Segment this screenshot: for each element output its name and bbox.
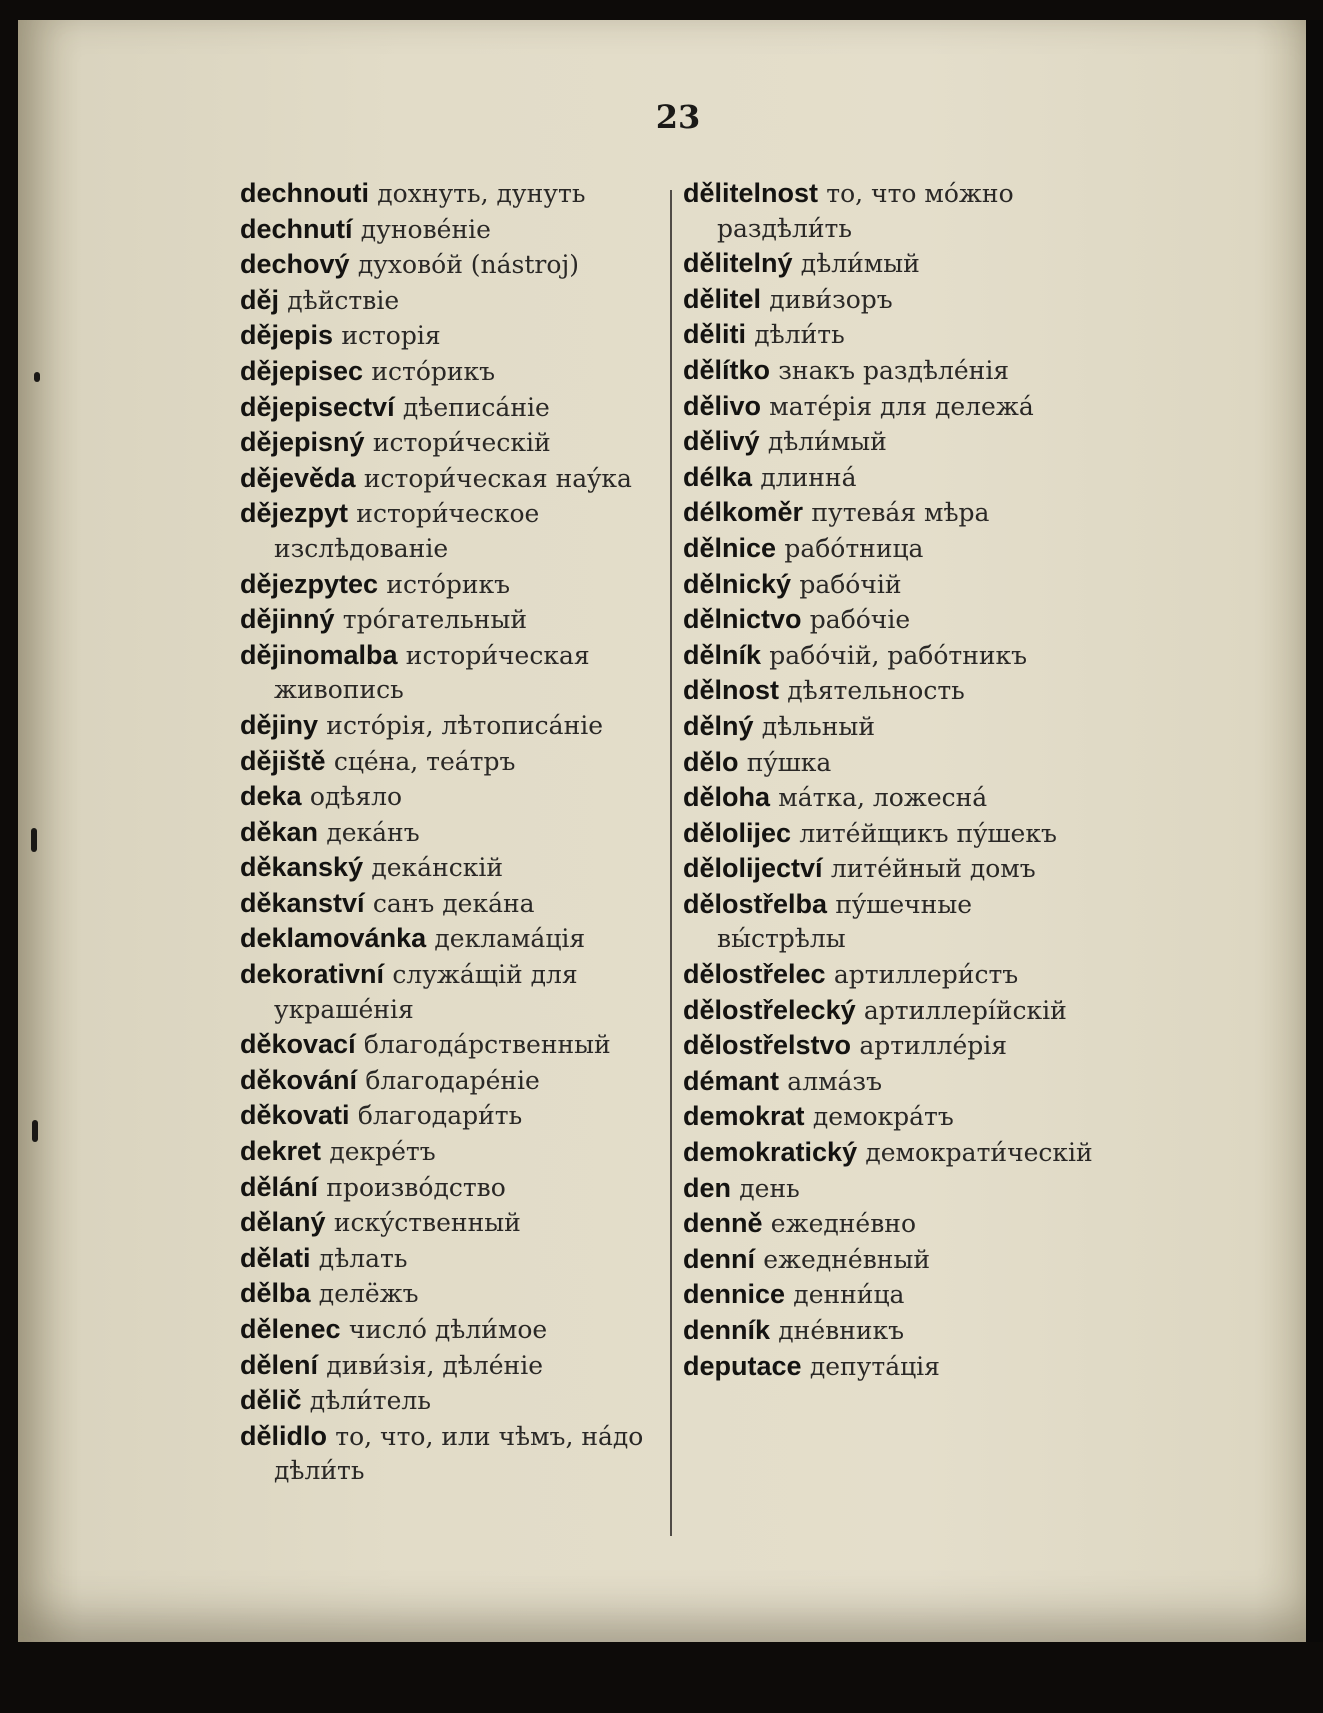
dictionary-entry (683, 957, 1103, 993)
headword: démant (683, 1065, 780, 1096)
headword: délka (683, 461, 753, 492)
definition: рабóчiй (799, 569, 902, 599)
headword: demokratický (683, 1137, 858, 1168)
definition: истори́ческiй (372, 428, 551, 458)
definition: артиллерíйскiй (863, 995, 1067, 1025)
headword: dělostřelba (683, 888, 828, 919)
dictionary-entry (240, 921, 666, 957)
page-number: 23 (655, 98, 701, 136)
headword: dějiny (240, 709, 319, 740)
dictionary-entry (240, 602, 666, 638)
left-column (240, 176, 666, 1489)
headword: dělnictvo (683, 604, 802, 635)
dictionary-entry (240, 1312, 666, 1348)
definition: демократи́ческiй (865, 1138, 1093, 1168)
definition: произвóдство (326, 1172, 506, 1202)
headword: dechnouti (240, 178, 369, 208)
definition: рабóчiе (809, 605, 911, 635)
definition: декáнъ (326, 817, 420, 847)
headword: dělba (240, 1278, 311, 1309)
dictionary-entry (240, 354, 666, 390)
dictionary-entry (240, 283, 666, 319)
dictionary-entry (683, 531, 1103, 567)
dictionary-entry (683, 1349, 1103, 1385)
dictionary-entry (240, 1348, 666, 1384)
dictionary-entry (240, 957, 666, 1027)
margin-mark (32, 1120, 38, 1142)
headword: děkovací (240, 1029, 356, 1060)
definition: мáтка, ложеснá (778, 783, 988, 813)
headword: dějezpytec (240, 568, 379, 599)
dictionary-entry (683, 709, 1103, 745)
definition: путевáя мѣра (811, 498, 990, 528)
dictionary-entry (683, 638, 1103, 674)
dictionary-page (18, 20, 1306, 1642)
headword: dějinný (240, 604, 335, 635)
definition: дѣлать (318, 1243, 408, 1273)
dictionary-entry (683, 246, 1103, 282)
dictionary-entry (240, 886, 666, 922)
definition: духовóй (nástroj) (357, 250, 579, 280)
headword: deputace (683, 1350, 802, 1381)
headword: dělný (683, 710, 754, 741)
dictionary-entry (240, 1063, 666, 1099)
definition: благодáрственный (363, 1030, 611, 1060)
dictionary-entry (240, 1276, 666, 1312)
dictionary-entry (240, 815, 666, 851)
dictionary-entry (240, 744, 666, 780)
headword: dělidlo (240, 1420, 327, 1451)
headword: dělítko (683, 354, 771, 385)
headword: děkan (240, 816, 319, 847)
headword: dělitelný (683, 248, 793, 279)
definition: диви́зiя, дѣлéнiе (326, 1350, 543, 1380)
definition: артиллери́стъ (833, 960, 1019, 990)
headword: dechnutí (240, 213, 353, 244)
dictionary-entry (683, 1135, 1103, 1171)
headword: denník (683, 1315, 771, 1345)
dictionary-entry (240, 1027, 666, 1063)
headword: denně (683, 1208, 763, 1239)
headword: dekorativní (240, 959, 385, 990)
headword: děloha (683, 782, 771, 813)
headword: dělnický (683, 568, 792, 599)
definition: сцéна, теáтръ (333, 746, 516, 776)
dictionary-entry (683, 745, 1103, 781)
headword: dělostřelec (683, 959, 826, 990)
definition: дѣеписáнiе (402, 392, 550, 422)
definition: рабóчiй, рабóтникъ (769, 640, 1028, 670)
definition: истóрикъ (371, 356, 496, 386)
column-divider (670, 190, 672, 1536)
definition: исторiя (341, 321, 441, 351)
definition: дуновéнiе (360, 214, 491, 244)
definition: числó дѣли́мое (348, 1315, 548, 1344)
definition: дѣятельность (787, 676, 965, 706)
headword: dělnice (683, 532, 777, 563)
headword: demokrat (683, 1101, 805, 1132)
definition: литéйный домъ (830, 854, 1036, 884)
headword: dělitelnost (683, 178, 819, 208)
headword: děkanství (240, 887, 365, 918)
dictionary-entry (683, 1313, 1103, 1349)
dictionary-entry (683, 1242, 1103, 1278)
dictionary-entry (240, 638, 666, 708)
headword: dělolijec (683, 817, 792, 848)
definition: рабóтница (784, 533, 924, 563)
dictionary-entry (683, 673, 1103, 709)
dictionary-entry (683, 353, 1103, 389)
headword: dekret (240, 1136, 322, 1167)
definition: алмáзъ (787, 1066, 882, 1096)
dictionary-entry (683, 1206, 1103, 1242)
definition: дохнуть, дунуть (377, 179, 586, 208)
headword: dělivý (683, 426, 760, 457)
headword: dělení (240, 1349, 319, 1380)
headword: dělostřelstvo (683, 1030, 852, 1061)
headword: dělo (683, 746, 739, 777)
definition: дѣли́ть (754, 320, 845, 350)
dictionary-entry (240, 425, 666, 461)
definition: денни́ца (793, 1280, 905, 1310)
headword: dechový (240, 249, 350, 280)
dictionary-entry (683, 887, 1103, 957)
dictionary-entry (683, 1028, 1103, 1064)
definition: истори́ческое изслѣдованiе (274, 499, 540, 563)
dictionary-entry (683, 176, 1103, 246)
definition: диви́зоръ (769, 284, 893, 314)
headword: dělání (240, 1171, 319, 1202)
dictionary-entry (683, 602, 1103, 638)
dictionary-entry (683, 1171, 1103, 1207)
headword: dělnost (683, 675, 780, 706)
definition: днéвникъ (778, 1316, 905, 1345)
headword: dějinomalba (240, 639, 398, 670)
headword: dělič (240, 1385, 302, 1416)
dictionary-entry (683, 1277, 1103, 1313)
dictionary-entry (683, 424, 1103, 460)
definition: трóгательный (342, 605, 528, 635)
definition: ежеднéвно (770, 1209, 917, 1239)
headword: děkování (240, 1064, 358, 1095)
dictionary-entry (240, 461, 666, 497)
dictionary-entry (683, 851, 1103, 887)
headword: denní (683, 1243, 755, 1274)
dictionary-entry (240, 212, 666, 248)
headword: deka (240, 781, 302, 812)
dictionary-entry (240, 708, 666, 744)
dictionary-entry (683, 389, 1103, 425)
headword: dějepisectví (240, 391, 395, 422)
dictionary-entry (683, 993, 1103, 1029)
definition: истори́ческая наýка (363, 463, 632, 493)
definition: дѣльный (761, 711, 875, 741)
definition: дѣли́тель (309, 1386, 431, 1416)
dictionary-entry (683, 567, 1103, 603)
headword: děkanský (240, 852, 364, 883)
headword: děliti (683, 319, 747, 350)
headword: děj (240, 284, 280, 315)
dictionary-entry (240, 779, 666, 815)
dictionary-entry (240, 1205, 666, 1241)
definition: дѣйствiе (287, 285, 400, 315)
margin-mark (34, 372, 40, 382)
definition: истóрiя, лѣтописáнiе (326, 710, 604, 740)
dictionary-entry (240, 850, 666, 886)
dictionary-entry (683, 460, 1103, 496)
dictionary-entry (683, 1064, 1103, 1100)
definition: пýшечные вы́стрѣлы (717, 889, 973, 954)
headword: dělenec (240, 1314, 341, 1344)
definition: знакъ раздѣлéнiя (778, 355, 1010, 385)
definition: литéйщикъ пýшекъ (799, 818, 1057, 848)
dictionary-entry (240, 1419, 666, 1489)
dictionary-entry (240, 318, 666, 354)
definition: одѣяло (309, 782, 403, 812)
definition: ежеднéвный (763, 1244, 931, 1274)
dictionary-entry (683, 495, 1103, 531)
headword: dělaný (240, 1207, 326, 1238)
definition: делёжъ (318, 1279, 419, 1309)
definition: матéрiя для дележá (769, 391, 1034, 421)
headword: dělati (240, 1242, 311, 1273)
definition: депутáцiя (809, 1351, 940, 1381)
definition: деклама́цiя (434, 924, 586, 954)
page-edge-shadow (1306, 20, 1323, 1642)
definition: дѣли́мый (800, 249, 920, 279)
dictionary-entry (683, 816, 1103, 852)
definition: декрéтъ (329, 1137, 436, 1167)
definition: благодари́ть (357, 1101, 523, 1131)
dictionary-entry (683, 780, 1103, 816)
definition: искýственный (333, 1208, 521, 1238)
dictionary-entry (240, 496, 666, 566)
dictionary-entry (240, 390, 666, 426)
headword: dějepis (240, 320, 334, 351)
definition: то, что мóжно раздѣли́ть (717, 179, 1014, 243)
definition: день (739, 1173, 800, 1203)
headword: dějevěda (240, 462, 356, 493)
headword: dějezpyt (240, 498, 349, 529)
dictionary-entry (240, 247, 666, 283)
headword: dělolijectví (683, 853, 823, 884)
definition: дѣли́мый (767, 427, 887, 457)
headword: dělostřelecký (683, 994, 856, 1025)
dictionary-entry (240, 1383, 666, 1419)
dictionary-entry (683, 317, 1103, 353)
dictionary-entry (240, 1170, 666, 1206)
headword: dělivo (683, 390, 762, 421)
dictionary-entry (240, 567, 666, 603)
headword: dějepisec (240, 355, 364, 386)
margin-mark (31, 828, 37, 852)
right-column (683, 176, 1103, 1384)
definition: служáщiй для украшéнiя (274, 960, 578, 1024)
dictionary-entry (240, 1134, 666, 1170)
definition: истори́ческая живопись (274, 640, 590, 705)
headword: dennice (683, 1279, 786, 1310)
headword: dělitel (683, 283, 762, 314)
headword: dějepisný (240, 427, 365, 458)
definition: пýшка (746, 747, 832, 777)
definition: длиннá (760, 462, 857, 492)
headword: dějiště (240, 745, 326, 776)
dictionary-entry (240, 1241, 666, 1277)
definition: артиллéрiя (859, 1031, 1008, 1061)
dictionary-entry (240, 176, 666, 212)
dictionary-entry (683, 1099, 1103, 1135)
headword: délkoměr (683, 497, 804, 528)
headword: děkovati (240, 1100, 350, 1131)
definition: то, что, или чѣмъ, нáдо дѣли́ть (274, 1421, 644, 1486)
dictionary-entry (683, 282, 1103, 318)
definition: благодарéнiе (365, 1065, 540, 1095)
definition: санъ декáна (372, 888, 535, 918)
headword: dělník (683, 639, 762, 670)
headword: deklamovánka (240, 923, 427, 954)
headword: den (683, 1172, 732, 1203)
definition: декáнскiй (371, 853, 504, 883)
definition: истóрикъ (386, 569, 511, 599)
dictionary-entry (240, 1098, 666, 1134)
definition: демокрáтъ (812, 1102, 954, 1132)
